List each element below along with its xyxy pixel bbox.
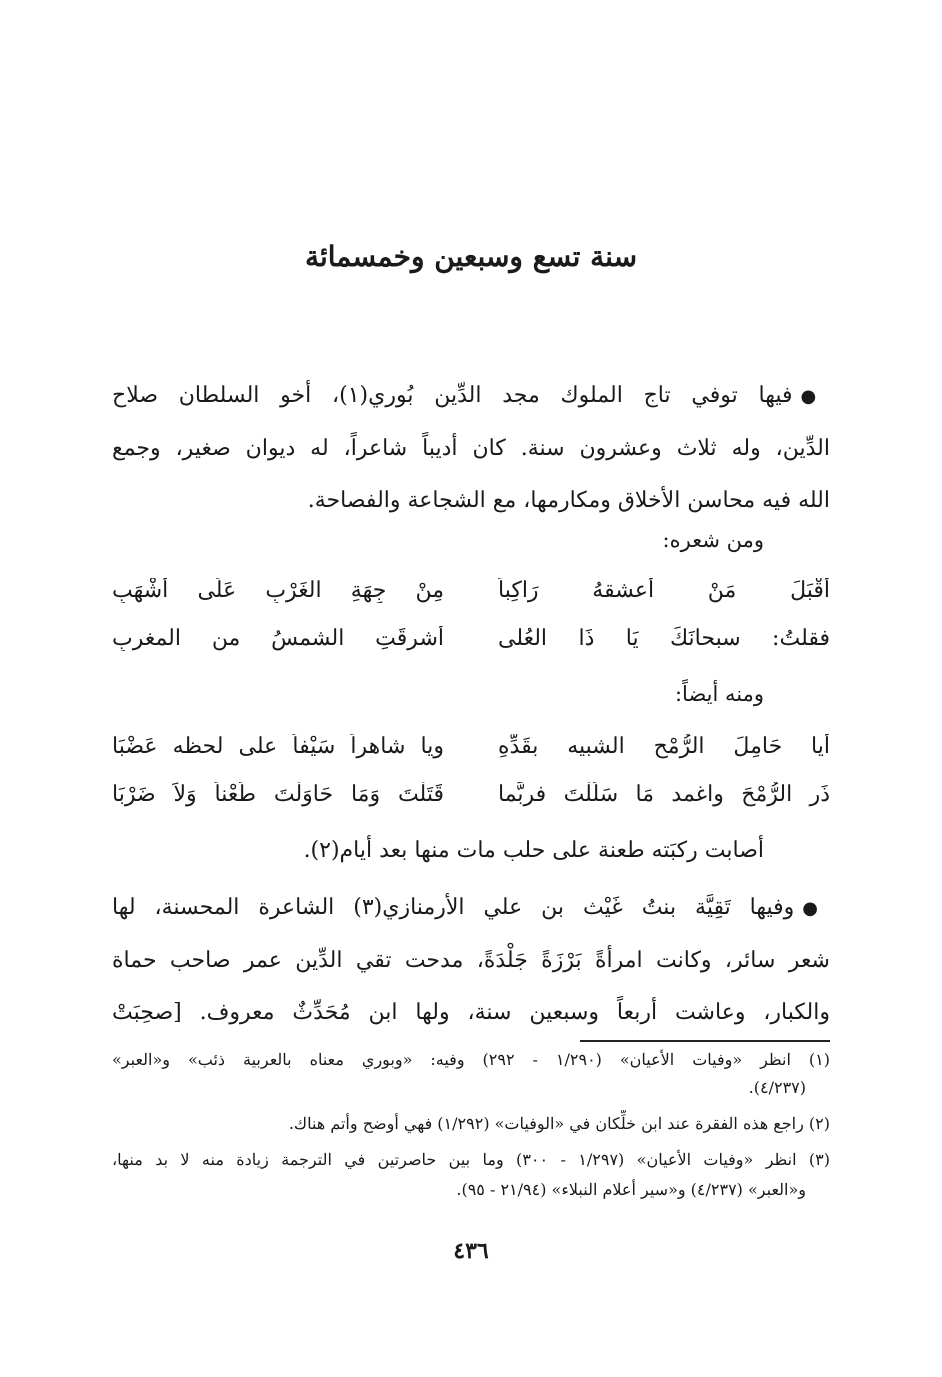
bullet-icon: ● <box>800 386 830 407</box>
footnote-1: (١) انظر «وفيات الأعيان» (١/٢٩٠ - ٢٩٢) وفيه: «وبوري معناه بالعربية ذئب» و«العبر» <box>112 1050 830 1069</box>
verse-second-hemistich: مِنْ جِهَةِ الغَرْبِ عَلَى أَشْهَبِ <box>112 578 444 603</box>
footnote-3: (٣) انظر «وفيات الأعيان» (١/٢٩٧ - ٣٠٠) وما بين حاصرتين في الترجمة زيادة منه لا بد منها، <box>112 1150 830 1169</box>
paragraph-line: الله فيه محاسن الأخلاق ومكارمها، مع الشجاعة والفصاحة. <box>307 488 830 513</box>
poem-intro: ومن شعره: <box>662 528 764 552</box>
verse-second-hemistich: أشرقَتِ الشمسُ من المغربِ <box>112 626 444 651</box>
verse-row <box>112 626 830 670</box>
footnote-3-continuation: و«العبر» (٤/٢٣٧) و«سير أعلام النبلاء» (٢١/٩٤ - ٩٥). <box>456 1180 806 1199</box>
page-title: سنة تسع وسبعين وخمسمائة <box>304 240 638 273</box>
paragraph-line: ●وفيها تَقِيَّة بنتُ غَيْث بن علي الأرمنازي(٣) الشاعرة المحسنة، لها <box>112 895 830 920</box>
verse-row <box>112 578 830 622</box>
bullet-icon: ● <box>802 898 830 919</box>
entry-taqiyya <box>112 882 830 1039</box>
paragraph-line: ●فيها توفي تاج الملوك مجد الدِّين بُوري(١)، أخو السلطان صلاح <box>112 383 830 408</box>
footnote-separator <box>580 1040 830 1042</box>
paragraph-line: والكبار، وعاشت أربعاً وسبعين سنة، ولها ابن مُحَدِّثٌ معروف. [صحِبَتْ <box>112 1000 830 1025</box>
footnote-1-continuation: (٤/٢٣٧). <box>748 1078 806 1097</box>
footnote-2: (٢) راجع هذه الفقرة عند ابن خلِّكان في «الوفيات» (١/٢٩٢) فهي أوضح وأتم هناك. <box>288 1114 830 1133</box>
verse-row <box>112 782 830 826</box>
verse-row <box>112 734 830 778</box>
paragraph-line: الدِّين، وله ثلاث وعشرون سنة. كان أديباً شاعراً، له ديوان صغير، وجمع <box>112 436 830 461</box>
narrative-line: أصابت ركبَته طعنة على حلب مات منها بعد أيام(٢). <box>303 838 764 863</box>
page-number: ٤٣٦ <box>453 1238 489 1264</box>
verse-first-hemistich: أيا حَامِلَ الرُّمْحِ الشبيه بقَدِّهِ <box>498 734 830 759</box>
verse-first-hemistich: ذَرِ الرُّمْحَ واغمد مَا سَلَلْتَ فربَّما <box>498 782 830 807</box>
paragraph-line: شعر سائر، وكانت امرأةً بَرْزَةً جَلْدَةً، مدحت تقي الدِّين عمر صاحب حماة <box>112 948 830 973</box>
verse-first-hemistich: أَقْبَلَ مَنْ أعشقهُ رَاكِباً <box>498 578 830 603</box>
entry-taj-al-muluk <box>112 370 830 527</box>
verse-second-hemistich: ويا شاهراً سَيْفاً على لحظه عَضْبَا <box>112 734 444 759</box>
poem-intro: ومنه أيضاً: <box>674 682 764 706</box>
verse-first-hemistich: فقلتُ: سبحانَكَ يَا ذَا العُلى <box>498 626 830 651</box>
verse-second-hemistich: قَتَلْتَ وَمَا حَاوَلْتَ طَعْناً وَلاَ ضَرْبَا <box>112 782 444 807</box>
